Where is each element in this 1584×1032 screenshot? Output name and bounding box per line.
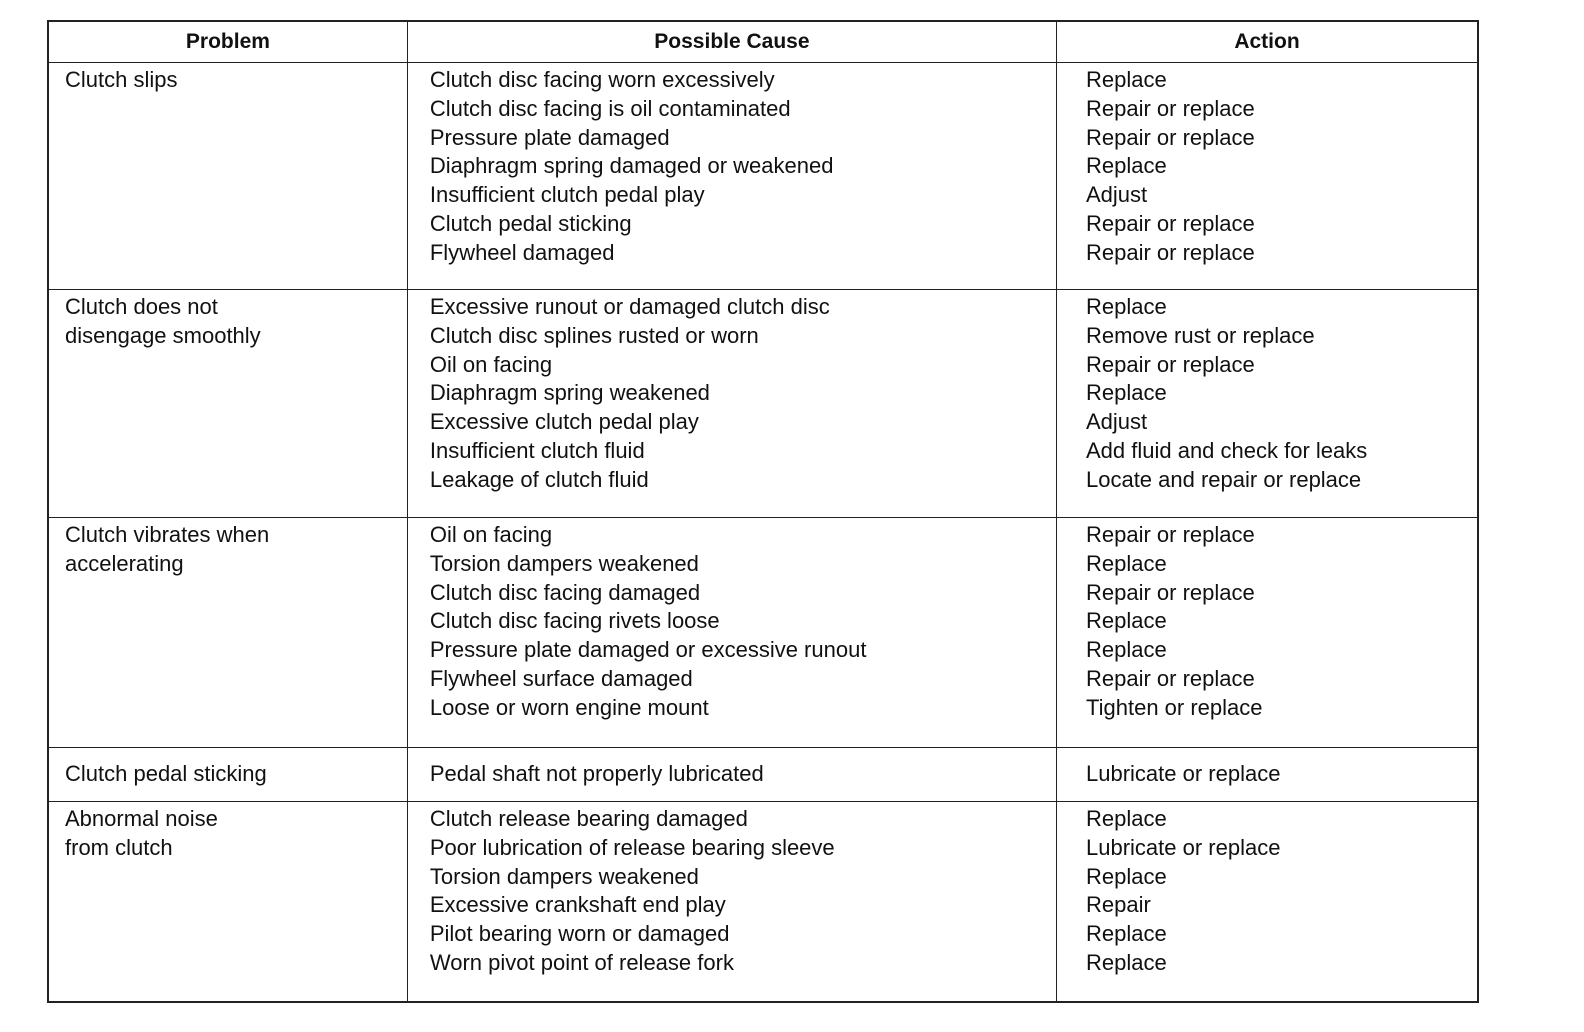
action-cell xyxy=(1056,290,1478,518)
cause-line: Torsion dampers weakened xyxy=(429,550,699,576)
cause-line: Pressure plate damaged or excessive runout xyxy=(429,637,867,663)
action-line: Replace xyxy=(1085,637,1167,663)
action-line: Adjust xyxy=(1085,182,1148,208)
action-line: Repair or replace xyxy=(1085,124,1255,150)
cause-line: Flywheel surface damaged xyxy=(429,665,693,691)
header-cause: Possible Cause xyxy=(407,21,1056,63)
action-line: Repair xyxy=(1085,892,1151,918)
cause-line: Pilot bearing worn or damaged xyxy=(429,921,730,947)
action-line: Replace xyxy=(1085,550,1167,576)
troubleshooting-table xyxy=(47,20,1479,1003)
problem-line: Clutch slips xyxy=(65,67,178,92)
cause-line: Clutch disc splines rusted or worn xyxy=(429,322,759,348)
cause-cell xyxy=(407,290,1056,518)
problem-cell xyxy=(48,518,407,748)
action-line: Repair or replace xyxy=(1085,210,1255,236)
cause-line: Pressure plate damaged xyxy=(429,124,670,150)
action-line: Replace xyxy=(1085,949,1167,975)
cause-cell xyxy=(407,518,1056,748)
action-line: Repair or replace xyxy=(1085,579,1255,605)
action-line: Replace xyxy=(1085,608,1167,634)
table-row xyxy=(48,748,1478,802)
cause-line: Excessive runout or damaged clutch disc xyxy=(429,294,830,319)
cause-line: Insufficient clutch fluid xyxy=(429,437,645,463)
header-row xyxy=(48,21,1478,63)
action-line: Remove rust or replace xyxy=(1085,322,1315,348)
cause-line: Clutch disc facing rivets loose xyxy=(429,608,720,634)
problem-line: Clutch does not xyxy=(65,294,218,319)
cause-line: Insufficient clutch pedal play xyxy=(429,182,705,208)
cause-line: Flywheel damaged xyxy=(429,239,615,265)
action-line: Lubricate or replace xyxy=(1085,760,1281,786)
action-line: Locate and repair or replace xyxy=(1085,466,1362,492)
problem-line: Clutch vibrates when xyxy=(65,522,270,547)
action-line: Replace xyxy=(1085,863,1167,889)
cause-line: Oil on facing xyxy=(429,351,553,377)
action-cell xyxy=(1056,802,1478,1003)
action-line: Replace xyxy=(1085,153,1167,179)
action-line: Repair or replace xyxy=(1085,522,1255,547)
action-cell xyxy=(1056,63,1478,290)
header-action: Action xyxy=(1056,21,1478,63)
problem-line: from clutch xyxy=(65,834,173,860)
action-line: Repair or replace xyxy=(1085,351,1255,377)
problem-line: disengage smoothly xyxy=(65,322,261,348)
cause-line: Clutch disc facing is oil contaminated xyxy=(429,95,791,121)
action-line: Replace xyxy=(1085,921,1167,947)
cause-line: Poor lubrication of release bearing sleeve xyxy=(429,834,835,860)
cause-line: Diaphragm spring weakened xyxy=(429,380,710,406)
action-line: Repair or replace xyxy=(1085,239,1255,265)
action-cell xyxy=(1056,518,1478,748)
action-line: Replace xyxy=(1085,67,1167,92)
cause-line: Excessive crankshaft end play xyxy=(429,892,726,918)
action-line: Repair or replace xyxy=(1085,95,1255,121)
problem-line: Abnormal noise xyxy=(65,806,218,831)
cause-cell xyxy=(407,63,1056,290)
cause-line: Worn pivot point of release fork xyxy=(429,949,734,975)
cause-line: Clutch release bearing damaged xyxy=(429,806,748,831)
cause-line: Torsion dampers weakened xyxy=(429,863,699,889)
cause-cell xyxy=(407,802,1056,1003)
action-line: Add fluid and check for leaks xyxy=(1085,437,1368,463)
cause-cell xyxy=(407,748,1056,802)
cause-line: Pedal shaft not properly lubricated xyxy=(429,760,764,786)
table-row xyxy=(48,290,1478,518)
cause-line: Excessive clutch pedal play xyxy=(429,409,699,435)
action-cell xyxy=(1056,748,1478,802)
action-line: Repair or replace xyxy=(1085,665,1255,691)
problem-line: Clutch pedal sticking xyxy=(65,760,267,786)
problem-cell xyxy=(48,802,407,1003)
table-row xyxy=(48,63,1478,290)
cause-line: Oil on facing xyxy=(429,522,553,547)
cause-line: Clutch disc facing worn excessively xyxy=(429,67,775,92)
problem-cell xyxy=(48,748,407,802)
action-line: Adjust xyxy=(1085,409,1148,435)
cause-line: Leakage of clutch fluid xyxy=(429,466,649,492)
table-row xyxy=(48,802,1478,1003)
cause-line: Clutch pedal sticking xyxy=(429,210,632,236)
cause-line: Diaphragm spring damaged or weakened xyxy=(429,153,834,179)
cause-line: Clutch disc facing damaged xyxy=(429,579,701,605)
action-line: Replace xyxy=(1085,380,1167,406)
problem-cell xyxy=(48,63,407,290)
action-line: Tighten or replace xyxy=(1085,694,1263,720)
action-line: Replace xyxy=(1085,806,1167,831)
problem-line: accelerating xyxy=(65,550,184,576)
problem-cell xyxy=(48,290,407,518)
header-problem: Problem xyxy=(48,21,407,63)
cause-line: Loose or worn engine mount xyxy=(429,694,709,720)
action-line: Lubricate or replace xyxy=(1085,834,1281,860)
table-row xyxy=(48,518,1478,748)
action-line: Replace xyxy=(1085,294,1167,319)
